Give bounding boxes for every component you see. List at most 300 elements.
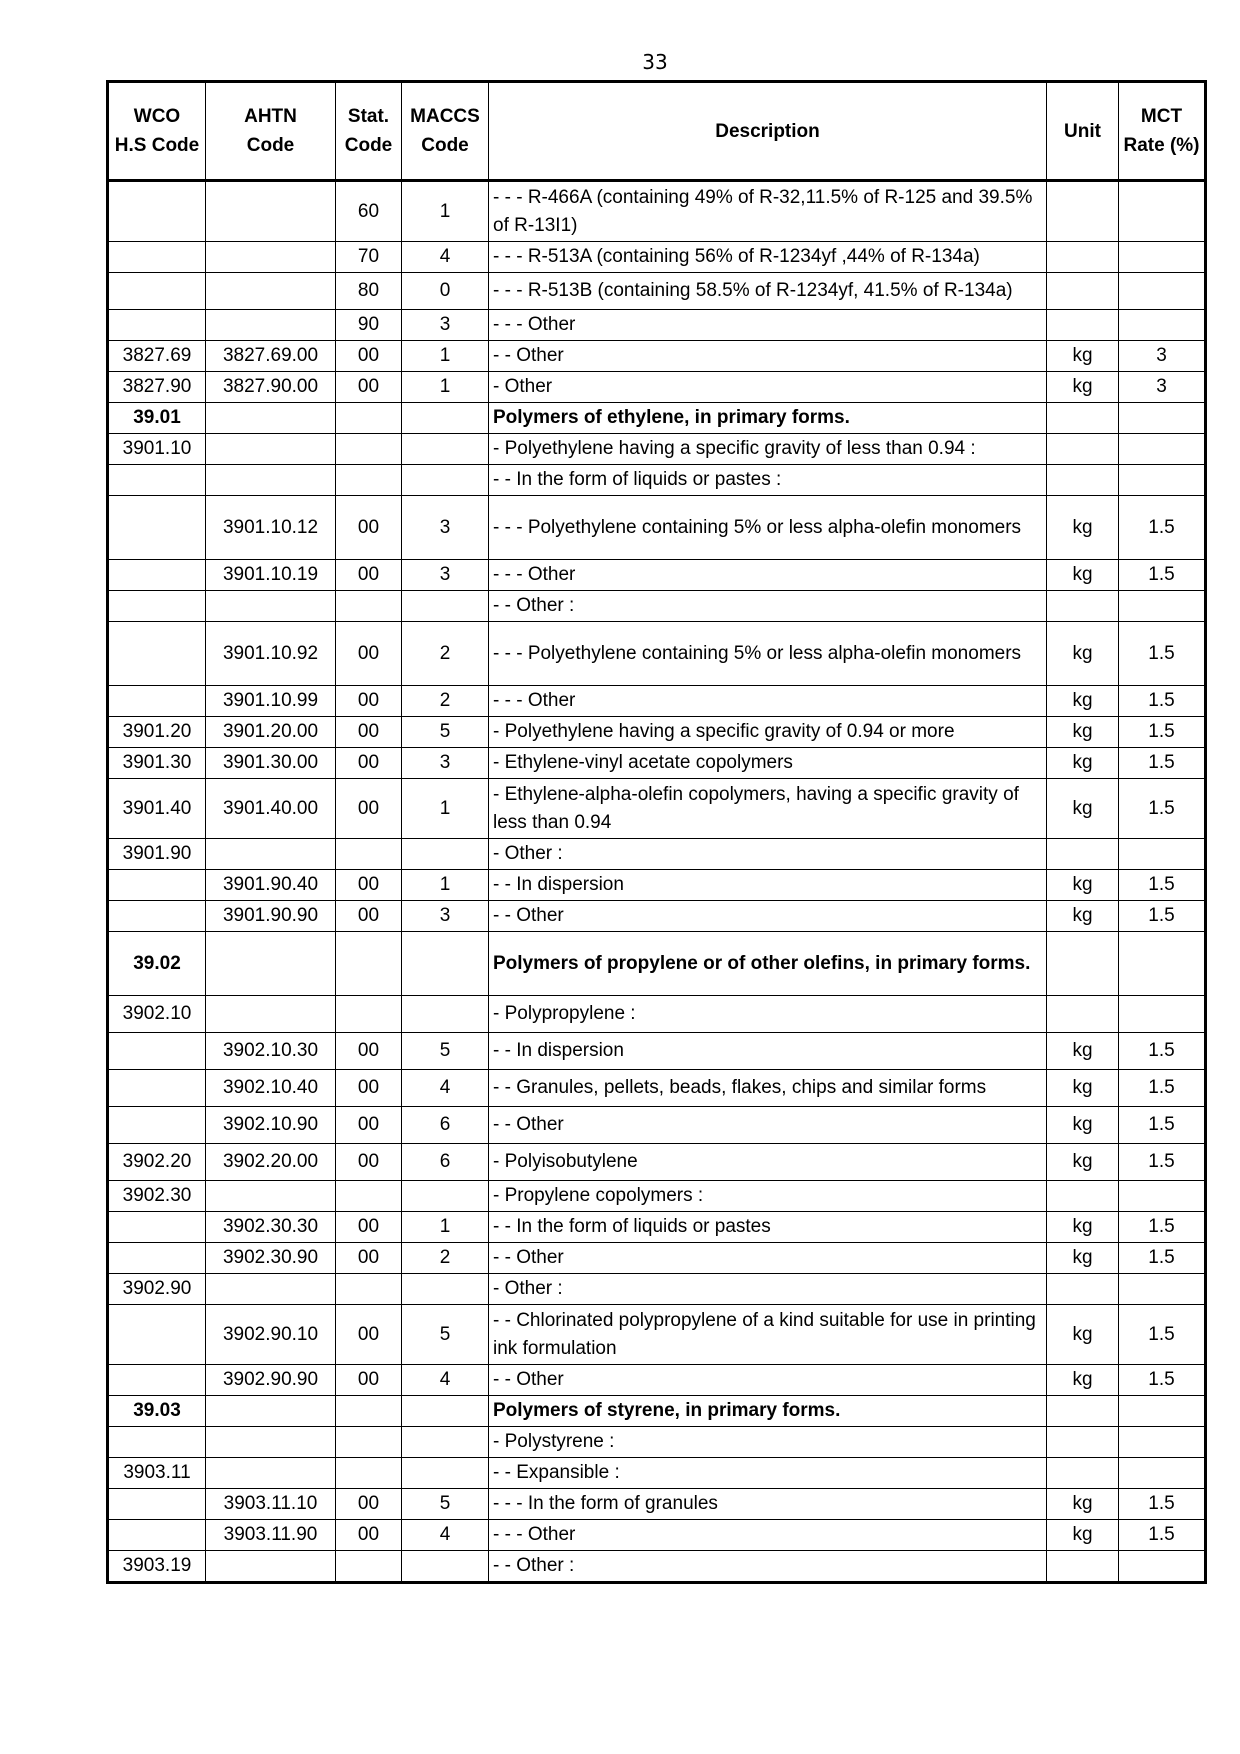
cell-maccs: 3 (402, 560, 489, 591)
cell-rate (1119, 1274, 1206, 1305)
cell-unit (1047, 273, 1119, 310)
cell-rate: 1.5 (1119, 686, 1206, 717)
table-row (108, 591, 1206, 622)
table-row (108, 839, 1206, 870)
cell-unit: kg (1047, 560, 1119, 591)
cell-unit: kg (1047, 1033, 1119, 1070)
cell-unit: kg (1047, 779, 1119, 839)
cell-description: - Other : (489, 1274, 1047, 1305)
table-row (108, 1427, 1206, 1458)
cell-maccs: 1 (402, 1212, 489, 1243)
cell-stat: 00 (336, 622, 402, 686)
table-row (108, 748, 1206, 779)
cell-wco (108, 622, 206, 686)
table-row (108, 1033, 1206, 1070)
cell-rate (1119, 465, 1206, 496)
cell-maccs (402, 1181, 489, 1212)
table-row (108, 1144, 1206, 1181)
cell-description: - Polyisobutylene (489, 1144, 1047, 1181)
cell-stat (336, 434, 402, 465)
cell-description: - - Granules, pellets, beads, flakes, chips and similar forms (489, 1070, 1047, 1107)
cell-description: - Polypropylene : (489, 996, 1047, 1033)
cell-stat (336, 932, 402, 996)
cell-stat (336, 996, 402, 1033)
table-row (108, 1365, 1206, 1396)
cell-maccs: 4 (402, 1365, 489, 1396)
cell-stat: 00 (336, 1520, 402, 1551)
cell-ahtn: 3902.30.90 (206, 1243, 336, 1274)
cell-ahtn (206, 1181, 336, 1212)
cell-ahtn (206, 434, 336, 465)
table-row (108, 622, 1206, 686)
cell-unit (1047, 181, 1119, 242)
cell-rate: 1.5 (1119, 1520, 1206, 1551)
cell-maccs: 4 (402, 1520, 489, 1551)
cell-description: - - In the form of liquids or pastes : (489, 465, 1047, 496)
cell-description: - - - Other (489, 686, 1047, 717)
cell-ahtn (206, 1427, 336, 1458)
cell-unit (1047, 1427, 1119, 1458)
cell-ahtn: 3903.11.90 (206, 1520, 336, 1551)
table-row (108, 1458, 1206, 1489)
header-stat-line2: Code (344, 135, 393, 156)
cell-maccs: 0 (402, 273, 489, 310)
cell-wco (108, 1243, 206, 1274)
cell-ahtn: 3901.10.99 (206, 686, 336, 717)
cell-rate: 1.5 (1119, 1365, 1206, 1396)
table-row (108, 496, 1206, 560)
cell-wco: 3827.69 (108, 341, 206, 372)
cell-stat: 00 (336, 870, 402, 901)
cell-wco (108, 1520, 206, 1551)
cell-stat: 00 (336, 1365, 402, 1396)
table-row (108, 560, 1206, 591)
cell-maccs: 5 (402, 717, 489, 748)
header-mct-line1: MCT (1140, 106, 1183, 127)
cell-wco (108, 273, 206, 310)
cell-unit (1047, 839, 1119, 870)
cell-wco (108, 1033, 206, 1070)
cell-wco: 3901.90 (108, 839, 206, 870)
cell-ahtn (206, 1458, 336, 1489)
cell-wco (108, 465, 206, 496)
tariff-table (106, 80, 1207, 1584)
cell-rate (1119, 1427, 1206, 1458)
cell-ahtn: 3901.20.00 (206, 717, 336, 748)
cell-unit (1047, 1396, 1119, 1427)
cell-rate: 1.5 (1119, 901, 1206, 932)
cell-unit (1047, 1551, 1119, 1583)
cell-description: Polymers of styrene, in primary forms. (489, 1396, 1047, 1427)
header-unit: Unit (1047, 82, 1119, 181)
cell-description: - - - R-513A (containing 56% of R-1234yf ,44% of R-134a) (489, 242, 1047, 273)
header-wco-line1: WCO (133, 106, 181, 127)
cell-stat: 00 (336, 1070, 402, 1107)
cell-unit (1047, 465, 1119, 496)
cell-unit (1047, 932, 1119, 996)
table-row (108, 901, 1206, 932)
cell-ahtn (206, 1551, 336, 1583)
table-row (108, 242, 1206, 273)
cell-stat: 00 (336, 717, 402, 748)
cell-rate (1119, 1181, 1206, 1212)
cell-stat: 70 (336, 242, 402, 273)
cell-wco: 3902.30 (108, 1181, 206, 1212)
cell-description: - - - Other (489, 310, 1047, 341)
cell-maccs: 1 (402, 779, 489, 839)
table-row (108, 273, 1206, 310)
cell-stat (336, 1458, 402, 1489)
cell-maccs (402, 932, 489, 996)
cell-maccs: 3 (402, 496, 489, 560)
table-row (108, 932, 1206, 996)
table-row (108, 1305, 1206, 1365)
cell-stat: 00 (336, 1107, 402, 1144)
header-stat (336, 82, 402, 181)
cell-unit: kg (1047, 686, 1119, 717)
cell-stat: 00 (336, 1033, 402, 1070)
cell-ahtn (206, 310, 336, 341)
cell-stat: 00 (336, 341, 402, 372)
cell-stat (336, 465, 402, 496)
table-row (108, 465, 1206, 496)
cell-rate (1119, 591, 1206, 622)
cell-rate: 1.5 (1119, 1243, 1206, 1274)
cell-maccs: 6 (402, 1144, 489, 1181)
cell-wco: 3903.11 (108, 1458, 206, 1489)
cell-maccs: 3 (402, 310, 489, 341)
table-row (108, 372, 1206, 403)
cell-description: - Other (489, 372, 1047, 403)
cell-unit: kg (1047, 372, 1119, 403)
cell-description: - - In dispersion (489, 870, 1047, 901)
cell-ahtn: 3902.10.40 (206, 1070, 336, 1107)
cell-rate: 1.5 (1119, 717, 1206, 748)
cell-rate (1119, 839, 1206, 870)
cell-maccs: 3 (402, 748, 489, 779)
cell-description: - Polystyrene : (489, 1427, 1047, 1458)
header-stat-line1: Stat. (347, 106, 390, 127)
cell-ahtn: 3902.10.90 (206, 1107, 336, 1144)
cell-rate (1119, 273, 1206, 310)
table-row (108, 1520, 1206, 1551)
table-row (108, 1107, 1206, 1144)
cell-description: - - Other : (489, 1551, 1047, 1583)
table-row (108, 996, 1206, 1033)
cell-wco: 3902.90 (108, 1274, 206, 1305)
cell-stat: 00 (336, 1243, 402, 1274)
cell-stat: 00 (336, 901, 402, 932)
cell-stat: 00 (336, 686, 402, 717)
cell-description: - - - In the form of granules (489, 1489, 1047, 1520)
header-ahtn-line2: Code (246, 135, 295, 156)
cell-maccs: 5 (402, 1033, 489, 1070)
cell-maccs: 1 (402, 372, 489, 403)
cell-unit (1047, 1181, 1119, 1212)
table-row (108, 779, 1206, 839)
cell-unit: kg (1047, 1365, 1119, 1396)
cell-unit: kg (1047, 1520, 1119, 1551)
cell-description: - Ethylene-alpha-olefin copolymers, having a specific gravity of less than 0.94 (489, 779, 1047, 839)
cell-wco (108, 560, 206, 591)
cell-maccs (402, 1427, 489, 1458)
cell-stat: 00 (336, 1305, 402, 1365)
cell-maccs (402, 403, 489, 434)
cell-wco (108, 310, 206, 341)
cell-unit: kg (1047, 1070, 1119, 1107)
cell-unit: kg (1047, 622, 1119, 686)
cell-ahtn: 3902.10.30 (206, 1033, 336, 1070)
cell-ahtn: 3901.10.12 (206, 496, 336, 560)
cell-maccs: 5 (402, 1489, 489, 1520)
cell-rate: 1.5 (1119, 1144, 1206, 1181)
cell-wco: 39.02 (108, 932, 206, 996)
cell-description: - - - Other (489, 560, 1047, 591)
cell-stat (336, 1181, 402, 1212)
cell-description: - Ethylene-vinyl acetate copolymers (489, 748, 1047, 779)
cell-stat: 60 (336, 181, 402, 242)
cell-description: - - Other (489, 1243, 1047, 1274)
cell-rate (1119, 181, 1206, 242)
cell-ahtn (206, 403, 336, 434)
cell-unit: kg (1047, 901, 1119, 932)
cell-unit (1047, 591, 1119, 622)
cell-maccs: 3 (402, 901, 489, 932)
cell-wco (108, 496, 206, 560)
cell-description: - - - Polyethylene containing 5% or less alpha-olefin monomers (489, 622, 1047, 686)
cell-maccs: 1 (402, 341, 489, 372)
header-row (108, 82, 1206, 181)
cell-rate (1119, 996, 1206, 1033)
cell-description: - - Other (489, 1107, 1047, 1144)
cell-ahtn: 3901.10.92 (206, 622, 336, 686)
cell-unit: kg (1047, 870, 1119, 901)
cell-ahtn: 3903.11.10 (206, 1489, 336, 1520)
cell-stat (336, 591, 402, 622)
table-row (108, 1181, 1206, 1212)
page-number: 33 (642, 50, 668, 74)
cell-ahtn: 3901.40.00 (206, 779, 336, 839)
cell-ahtn: 3827.90.00 (206, 372, 336, 403)
cell-wco (108, 686, 206, 717)
cell-wco (108, 591, 206, 622)
header-wco-line2: H.S Code (114, 135, 200, 156)
cell-wco (108, 1427, 206, 1458)
cell-rate: 3 (1119, 341, 1206, 372)
cell-ahtn: 3827.69.00 (206, 341, 336, 372)
cell-stat (336, 1551, 402, 1583)
header-ahtn-line1: AHTN (244, 106, 297, 127)
cell-rate (1119, 242, 1206, 273)
cell-unit: kg (1047, 1212, 1119, 1243)
cell-unit (1047, 242, 1119, 273)
cell-unit: kg (1047, 748, 1119, 779)
cell-description: - - In dispersion (489, 1033, 1047, 1070)
cell-stat: 00 (336, 748, 402, 779)
cell-unit (1047, 1458, 1119, 1489)
cell-rate: 1.5 (1119, 1107, 1206, 1144)
cell-unit (1047, 310, 1119, 341)
cell-unit (1047, 434, 1119, 465)
cell-maccs: 1 (402, 181, 489, 242)
cell-wco: 3901.40 (108, 779, 206, 839)
cell-description: - - - Polyethylene containing 5% or less alpha-olefin monomers (489, 496, 1047, 560)
table-row (108, 181, 1206, 242)
cell-unit (1047, 996, 1119, 1033)
cell-description: - - Other : (489, 591, 1047, 622)
header-description: Description (489, 82, 1047, 181)
cell-maccs: 2 (402, 1243, 489, 1274)
table-row (108, 686, 1206, 717)
cell-ahtn (206, 465, 336, 496)
cell-rate (1119, 403, 1206, 434)
table-row (108, 1396, 1206, 1427)
header-maccs-line1: MACCS (410, 106, 480, 127)
cell-description: - - - R-513B (containing 58.5% of R-1234yf, 41.5% of R-134a) (489, 273, 1047, 310)
cell-unit: kg (1047, 1243, 1119, 1274)
cell-maccs: 4 (402, 1070, 489, 1107)
cell-maccs: 6 (402, 1107, 489, 1144)
header-mct-line2: Rate (%) (1123, 135, 1200, 156)
table-row (108, 717, 1206, 748)
cell-ahtn: 3901.30.00 (206, 748, 336, 779)
cell-description: Polymers of ethylene, in primary forms. (489, 403, 1047, 434)
cell-stat: 00 (336, 1489, 402, 1520)
cell-maccs (402, 1274, 489, 1305)
cell-ahtn: 3901.90.40 (206, 870, 336, 901)
cell-maccs (402, 434, 489, 465)
header-ahtn (206, 82, 336, 181)
cell-rate: 1.5 (1119, 1489, 1206, 1520)
cell-ahtn (206, 1274, 336, 1305)
cell-rate (1119, 1551, 1206, 1583)
cell-rate (1119, 310, 1206, 341)
cell-rate (1119, 434, 1206, 465)
cell-description: - - Other (489, 341, 1047, 372)
cell-maccs (402, 1551, 489, 1583)
table-row (108, 310, 1206, 341)
cell-wco: 3902.20 (108, 1144, 206, 1181)
table-row (108, 1489, 1206, 1520)
cell-wco (108, 870, 206, 901)
cell-stat: 80 (336, 273, 402, 310)
cell-description: - Propylene copolymers : (489, 1181, 1047, 1212)
cell-ahtn (206, 839, 336, 870)
cell-rate: 1.5 (1119, 1212, 1206, 1243)
cell-ahtn: 3902.20.00 (206, 1144, 336, 1181)
cell-description: - - In the form of liquids or pastes (489, 1212, 1047, 1243)
cell-maccs (402, 1396, 489, 1427)
table-row (108, 1551, 1206, 1583)
cell-stat (336, 839, 402, 870)
cell-rate: 1.5 (1119, 560, 1206, 591)
header-maccs-line2: Code (421, 135, 469, 156)
cell-ahtn: 3901.90.90 (206, 901, 336, 932)
cell-description: - - Expansible : (489, 1458, 1047, 1489)
cell-ahtn (206, 932, 336, 996)
cell-unit: kg (1047, 1144, 1119, 1181)
cell-description: - Polyethylene having a specific gravity of 0.94 or more (489, 717, 1047, 748)
cell-description: - - Other (489, 901, 1047, 932)
cell-ahtn (206, 591, 336, 622)
cell-unit: kg (1047, 496, 1119, 560)
cell-unit: kg (1047, 1107, 1119, 1144)
cell-ahtn: 3902.90.10 (206, 1305, 336, 1365)
cell-description: Polymers of propylene or of other olefins, in primary forms. (489, 932, 1047, 996)
cell-rate: 1.5 (1119, 496, 1206, 560)
header-wco (108, 82, 206, 181)
cell-maccs: 4 (402, 242, 489, 273)
cell-unit: kg (1047, 717, 1119, 748)
cell-maccs: 5 (402, 1305, 489, 1365)
cell-wco (108, 1107, 206, 1144)
cell-stat (336, 403, 402, 434)
cell-wco (108, 1489, 206, 1520)
cell-wco: 3827.90 (108, 372, 206, 403)
table-row (108, 1243, 1206, 1274)
cell-description: - Other : (489, 839, 1047, 870)
cell-stat (336, 1274, 402, 1305)
cell-description: - - Other (489, 1365, 1047, 1396)
table-row (108, 1212, 1206, 1243)
cell-unit (1047, 1274, 1119, 1305)
cell-rate: 1.5 (1119, 779, 1206, 839)
cell-wco: 39.01 (108, 403, 206, 434)
cell-wco: 3901.30 (108, 748, 206, 779)
cell-wco (108, 181, 206, 242)
table-row (108, 870, 1206, 901)
table-body (108, 181, 1206, 1583)
header-maccs (402, 82, 489, 181)
cell-wco: 3901.20 (108, 717, 206, 748)
cell-ahtn (206, 996, 336, 1033)
cell-stat: 90 (336, 310, 402, 341)
cell-maccs (402, 591, 489, 622)
cell-ahtn (206, 273, 336, 310)
cell-rate: 1.5 (1119, 870, 1206, 901)
cell-wco (108, 1305, 206, 1365)
cell-wco: 3901.10 (108, 434, 206, 465)
cell-stat: 00 (336, 560, 402, 591)
cell-rate: 3 (1119, 372, 1206, 403)
cell-ahtn (206, 1396, 336, 1427)
cell-description: - Polyethylene having a specific gravity of less than 0.94 : (489, 434, 1047, 465)
cell-rate (1119, 1396, 1206, 1427)
cell-maccs (402, 465, 489, 496)
cell-unit: kg (1047, 1305, 1119, 1365)
table-row (108, 1070, 1206, 1107)
cell-rate: 1.5 (1119, 1305, 1206, 1365)
cell-unit (1047, 403, 1119, 434)
cell-stat (336, 1396, 402, 1427)
cell-unit: kg (1047, 341, 1119, 372)
table-row (108, 1274, 1206, 1305)
cell-unit: kg (1047, 1489, 1119, 1520)
cell-wco (108, 901, 206, 932)
cell-wco (108, 1365, 206, 1396)
cell-ahtn: 3901.10.19 (206, 560, 336, 591)
cell-maccs (402, 1458, 489, 1489)
cell-wco (108, 1070, 206, 1107)
cell-wco: 3903.19 (108, 1551, 206, 1583)
cell-wco: 39.03 (108, 1396, 206, 1427)
cell-ahtn: 3902.90.90 (206, 1365, 336, 1396)
cell-wco (108, 1212, 206, 1243)
cell-rate: 1.5 (1119, 622, 1206, 686)
cell-rate: 1.5 (1119, 748, 1206, 779)
cell-description: - - Chlorinated polypropylene of a kind suitable for use in printing ink formulation (489, 1305, 1047, 1365)
cell-rate (1119, 932, 1206, 996)
